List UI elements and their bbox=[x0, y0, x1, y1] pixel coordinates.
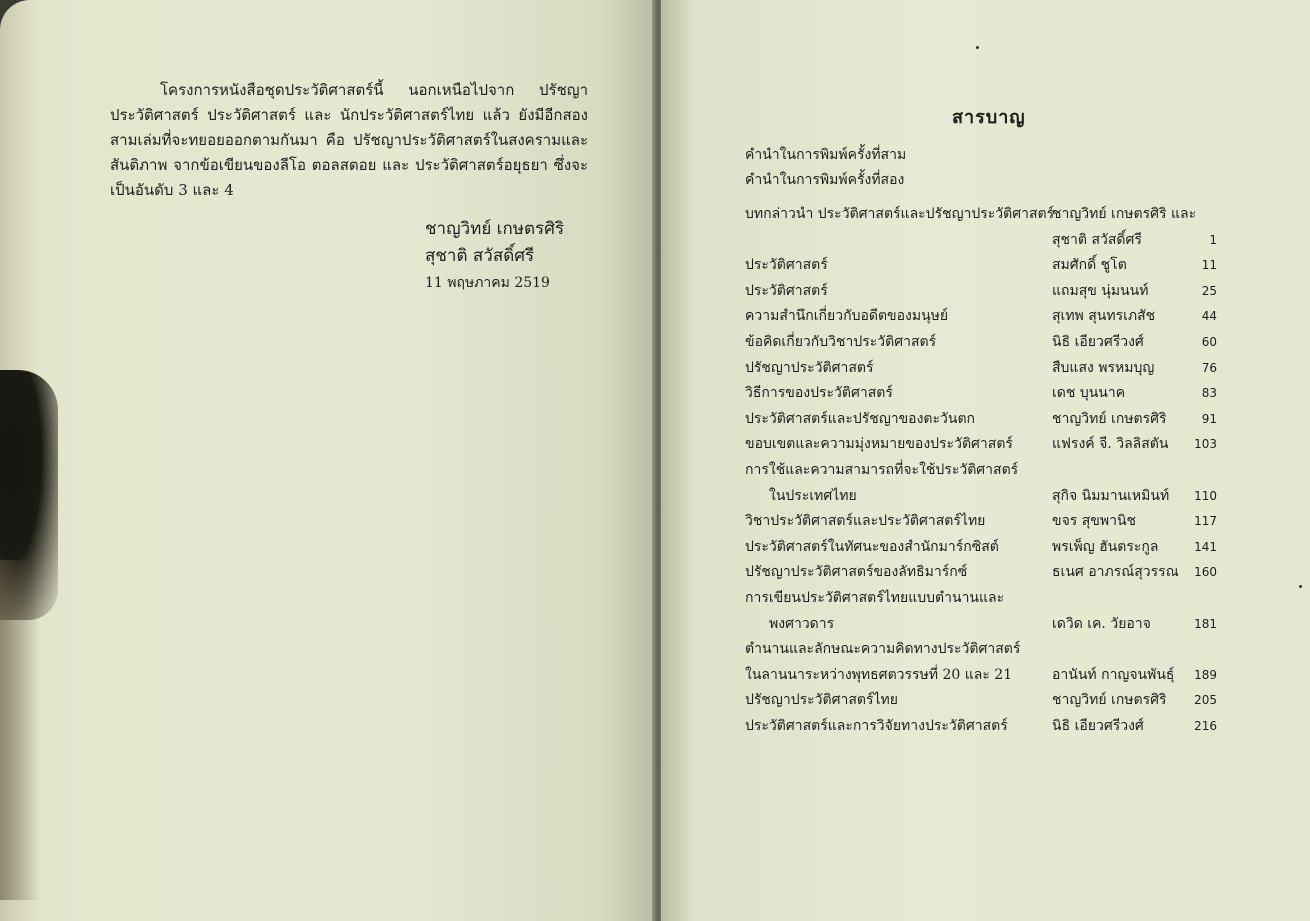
toc-entry-title: ตำนานและลักษณะความคิดทางประวัติศาสตร์ bbox=[745, 641, 1021, 658]
preface-third-edition: คำนำในการพิมพ์ครั้งที่สาม bbox=[745, 147, 907, 163]
toc-entry bbox=[745, 485, 1217, 511]
toc-entry-author: สุกิจ นิมมานเหมินท์ bbox=[1052, 487, 1170, 504]
toc-entry-page: 117 bbox=[1194, 514, 1217, 529]
toc-entry-author: ชาญวิทย์ เกษตรศิริ bbox=[1052, 410, 1167, 427]
toc-entry-page: 1 bbox=[1209, 232, 1217, 247]
toc-entry bbox=[745, 638, 1217, 664]
toc-entry-page: 160 bbox=[1194, 565, 1217, 580]
toc-entry-title: ประวัติศาสตร์ bbox=[745, 257, 828, 274]
toc-entry-author: ธเนศ อาภรณ์สุวรรณ bbox=[1052, 564, 1179, 581]
toc-entry-title: บทกล่าวนำ ประวัติศาสตร์และปรัชญาประวัติศาสตร์ bbox=[745, 206, 1055, 222]
speck bbox=[976, 46, 979, 49]
toc-entry-author: นิธิ เอียวศรีวงศ์ bbox=[1052, 333, 1144, 350]
toc-entry-title: ในประเทศไทย bbox=[769, 487, 857, 504]
toc-entry-page: 83 bbox=[1201, 386, 1217, 401]
toc-entry-author: สุชาติ สวัสดิ์ศรี bbox=[1052, 231, 1142, 248]
toc-entry bbox=[745, 229, 1217, 255]
signature-date: 11 พฤษภาคม 2519 bbox=[425, 275, 550, 291]
toc-entry bbox=[745, 357, 1217, 383]
toc-entry-page: 189 bbox=[1194, 667, 1217, 682]
toc-entry-title: ขอบเขตและความมุ่งหมายของประวัติศาสตร์ bbox=[745, 436, 1013, 453]
toc-entry bbox=[745, 331, 1217, 357]
speck bbox=[1299, 585, 1302, 588]
toc-entry-title: วิธีการของประวัติศาสตร์ bbox=[745, 385, 893, 402]
toc-entry bbox=[745, 305, 1217, 331]
signatory-1: ชาญวิทย์ เกษตรศิริ bbox=[425, 219, 565, 239]
toc-entry-author: นิธิ เอียวศรีวงศ์ bbox=[1052, 717, 1144, 734]
toc-entry-author: สุเทพ สุนทรเภสัช bbox=[1052, 308, 1156, 325]
toc-entry-title: ปรัชญาประวัติศาสตร์ไทย bbox=[745, 692, 898, 709]
toc-entry bbox=[745, 613, 1217, 639]
toc-entry-title: ความสำนึกเกี่ยวกับอดีตของมนุษย์ bbox=[745, 308, 949, 325]
toc-entry-page: 141 bbox=[1194, 539, 1217, 554]
toc-entry-title: ปรัชญาประวัติศาสตร์ของลัทธิมาร์กซ์ bbox=[745, 564, 968, 581]
toc-entry-page: 44 bbox=[1201, 309, 1217, 324]
toc-entry-title: ประวัติศาสตร์ bbox=[745, 282, 828, 299]
toc-entry-title: ข้อคิดเกี่ยวกับวิชาประวัติศาสตร์ bbox=[745, 333, 937, 350]
preface-list bbox=[745, 143, 906, 193]
preface-second-edition: คำนำในการพิมพ์ครั้งที่สอง bbox=[745, 172, 905, 188]
toc-entry bbox=[745, 587, 1217, 613]
toc-entry bbox=[745, 254, 1217, 280]
toc-entry-page: 91 bbox=[1201, 411, 1217, 426]
toc-entry-author: เดวิด เค. วัยอาจ bbox=[1052, 615, 1151, 632]
toc-entry bbox=[745, 382, 1217, 408]
toc-entry-page: 181 bbox=[1194, 616, 1217, 631]
toc-entry bbox=[745, 510, 1217, 536]
toc-entry-title: ในลานนาระหว่างพุทธศตวรรษที่ 20 และ 21 bbox=[745, 666, 1013, 683]
toc-entry-page: 11 bbox=[1201, 258, 1217, 273]
toc-entry-title: การเขียนประวัติศาสตร์ไทยแบบตำนานและ bbox=[745, 589, 1005, 606]
toc-entry-author: เดช บุนนาค bbox=[1052, 385, 1126, 402]
toc-entry-author: แถมสุข นุ่มนนท์ bbox=[1052, 282, 1149, 299]
toc-entry bbox=[745, 689, 1217, 715]
toc-title: สารบาญ bbox=[952, 107, 1026, 128]
toc-entry-author: ชาญวิทย์ เกษตรศิริ และ bbox=[1052, 206, 1197, 222]
toc-entry bbox=[745, 561, 1217, 587]
toc-entry bbox=[745, 664, 1217, 690]
toc-entry bbox=[745, 280, 1217, 306]
intro-paragraph bbox=[110, 78, 588, 203]
toc-entry-page: 205 bbox=[1194, 693, 1217, 708]
toc-entry-author: อานันท์ กาญจนพันธุ์ bbox=[1052, 666, 1175, 683]
toc-entry-author: แฟรงค์ จี. วิลลิสตัน bbox=[1052, 436, 1169, 453]
toc-entry bbox=[745, 203, 1217, 229]
toc-entry-author: ชาญวิทย์ เกษตรศิริ bbox=[1052, 692, 1167, 709]
toc-entry-title: พงศาวดาร bbox=[769, 615, 835, 632]
toc-entry bbox=[745, 459, 1217, 485]
toc-entry-page: 76 bbox=[1201, 360, 1217, 375]
signatory-2: สุชาติ สวัสดิ์ศรี bbox=[425, 246, 535, 266]
toc-entry-title: ประวัติศาสตร์และการวิจัยทางประวัติศาสตร์ bbox=[745, 717, 1008, 734]
toc-entry-title: การใช้และความสามารถที่จะใช้ประวัติศาสตร์ bbox=[745, 461, 1019, 478]
toc-entry-page: 25 bbox=[1201, 283, 1217, 298]
intro-text: โครงการหนังสือชุดประวัติศาสตร์นี้ นอกเหนือไปจาก ปรัชญาประวัติศาสตร์ ประวัติศาสตร์ และ นักประวัติศาสตร์ไทย แล้ว ยังมีอีกสองสามเล่มที่จะทยอยออกตามกันมา คือ ปรัชญาประวัติศาสตร์ในสงครามและสันติภาพ จากข้อเขียนของลีโอ ตอลสตอย และ ประวัติศาสตร์อยุธยา ซึ่งจะเป็นอันดับ 3 และ 4 bbox=[110, 81, 588, 199]
toc-entry-title: ปรัชญาประวัติศาสตร์ bbox=[745, 359, 874, 376]
toc-entry bbox=[745, 536, 1217, 562]
signature-block bbox=[425, 216, 564, 296]
toc-entry-author: สมศักดิ์ ชูโต bbox=[1052, 257, 1127, 274]
toc-entry-author: ขจร สุขพานิช bbox=[1052, 513, 1137, 530]
toc-entry-page: 216 bbox=[1194, 718, 1217, 733]
toc-entry-title: ประวัติศาสตร์และปรัชญาของตะวันตก bbox=[745, 410, 976, 427]
toc-entry-title: วิชาประวัติศาสตร์และประวัติศาสตร์ไทย bbox=[745, 513, 986, 530]
toc-entry-page: 110 bbox=[1194, 488, 1217, 503]
toc-entry bbox=[745, 433, 1217, 459]
toc-entry bbox=[745, 715, 1217, 741]
toc-entry-author: พรเพ็ญ ฮันตระกูล bbox=[1052, 538, 1159, 555]
toc-entry-page: 60 bbox=[1201, 334, 1217, 349]
toc-entry-title: ประวัติศาสตร์ในทัศนะของสำนักมาร์กซิสต์ bbox=[745, 538, 999, 555]
toc-entry-author: สืบแสง พรหมบุญ bbox=[1052, 359, 1155, 376]
edge-discoloration bbox=[0, 560, 40, 900]
table-of-contents bbox=[745, 203, 1217, 740]
toc-entry-page: 103 bbox=[1194, 437, 1217, 452]
toc-entry bbox=[745, 408, 1217, 434]
